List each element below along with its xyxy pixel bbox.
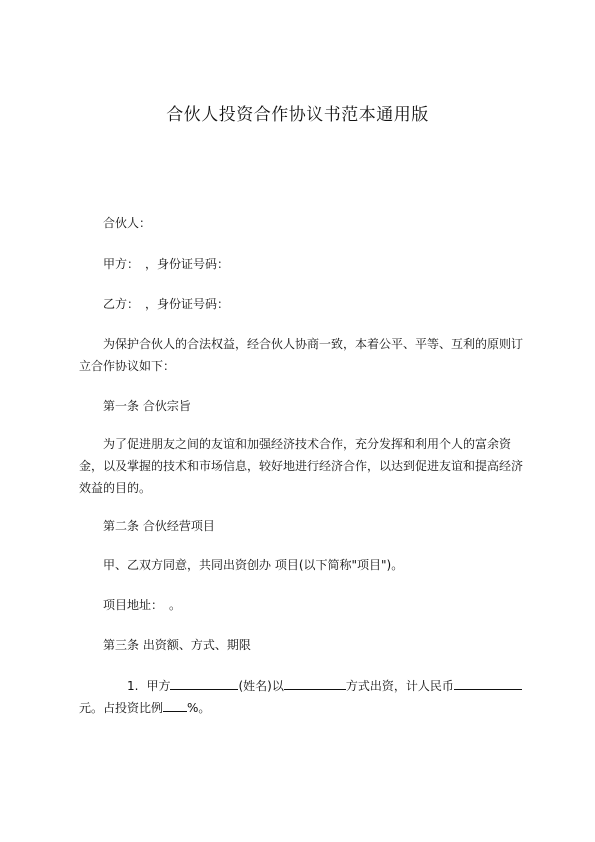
article-1-body: 为了促进朋友之间的友谊和加强经济技术合作，充分发挥和利用个人的富余资金，以及掌握的技术和市场信息，较好地进行经济合作，以达到促进友谊和提高经济效益的目的。: [79, 437, 524, 495]
party-b-line: 乙方： ，身份证号码：: [103, 297, 230, 311]
article-3-heading: 第三条 出资额、方式、期限: [103, 638, 251, 652]
article-3-item-1: [79, 675, 525, 719]
item-text-method: 方式出资，计人民币: [345, 679, 454, 693]
partner-label: 合伙人：: [103, 216, 152, 230]
item-text-percent: %。: [187, 701, 211, 715]
item-number: 1.: [127, 679, 139, 693]
document-title: 合伙人投资合作协议书范本通用版: [166, 105, 429, 125]
name-blank: [170, 677, 238, 690]
amount-blank: [454, 677, 522, 690]
party-a-line: 甲方： ，身份证号码：: [103, 257, 230, 271]
ratio-blank: [163, 699, 187, 712]
item-text-party: 甲方: [146, 679, 171, 693]
project-address-line: 项目地址： 。: [103, 598, 182, 612]
intro-paragraph: 为保护合伙人的合法权益，经合伙人协商一致，本着公平、平等、互利的原则订立合作协议如下：: [79, 337, 524, 373]
method-blank: [284, 677, 346, 690]
article-1-heading: 第一条 合伙宗旨: [103, 399, 191, 413]
item-text-name: (姓名)以: [238, 679, 284, 693]
article-2-body: 甲、乙双方同意，共同出资创办 项目(以下简称"项目")。: [103, 558, 404, 572]
article-2-heading: 第二条 合伙经营项目: [103, 519, 215, 533]
item-text-yuan: 元。占投资比例: [79, 701, 164, 715]
